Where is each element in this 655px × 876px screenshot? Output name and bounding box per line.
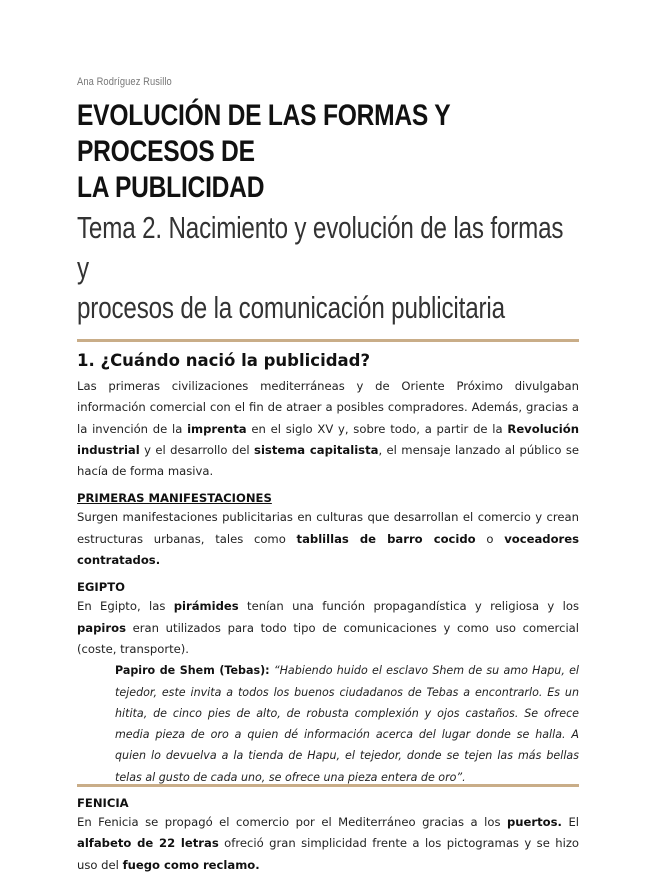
bottom-divider — [77, 784, 579, 787]
manifestaciones-paragraph: Surgen manifestaciones publicitarias en culturas que desarrollan el comercio y crean estructuras urbanas, tales como tablillas de barro cocido o voceadores contratados. — [77, 510, 580, 568]
papiro-quote — [115, 660, 579, 788]
document-title — [77, 98, 579, 206]
egipto-paragraph: En Egipto, las pirámides tenían una función propagandística y religiosa y los papiros eran utilizados para todo tipo de comunicaciones y como uso comercial (coste, transporte). — [77, 599, 580, 656]
subtitle-line-2: procesos de la comunicación publicitaria — [77, 290, 505, 325]
fenicia-paragraph: En Fenicia se propagó el comercio por el Mediterráneo gracias a los puertos. El alfabeto de 22 letras ofreció gran simplicidad frente a los pictogramas y se hizo uso del fuego como reclamo. — [77, 815, 579, 872]
egipto-heading: EGIPTO — [77, 580, 126, 595]
document-page — [77, 76, 579, 876]
title-line-2: LA PUBLICIDAD — [77, 171, 265, 204]
fenicia-heading: FENICIA — [77, 796, 129, 811]
manifestaciones-heading: PRIMERAS MANIFESTACIONES — [77, 491, 272, 506]
author-name: Ana Rodríguez Rusillo — [77, 76, 172, 88]
quote-label: Papiro de Shem (Tebas): — [115, 664, 270, 678]
document-subtitle — [77, 208, 579, 328]
subtitle-line-1: Tema 2. Nacimiento y evolución de las formas y — [77, 210, 564, 285]
quote-text: “Habiendo huido el esclavo Shem de su amo Hapu, el tejedor, este invita a todos los buenos ciudadanos de Tebas a encontrarlo. Es un hitita, de cinco pies de alto, de robusta complexión y ojos castaños. Se ofrece media pieza de oro a quien dé información acerca del lugar donde se halla. A quien lo devuelva a la tienda de Hapu, el tejedor, donde se tejen las más bellas telas al gusto de cada uno, se ofrece una pieza entera de oro”. — [115, 664, 580, 784]
title-line-1: EVOLUCIÓN DE LAS FORMAS Y PROCESOS DE — [77, 99, 450, 168]
intro-paragraph: Las primeras civilizaciones mediterráneas y de Oriente Próximo divulgaban información comercial con el fin de atraer a posibles compradores. Además, gracias a la invención de la imprenta en el siglo XV y, sobre todo, a partir de la Revolución industrial y el desarrollo del sistema capitalista, el mensaje lanzado al público se hacía de forma masiva. — [77, 379, 580, 479]
section-heading: 1. ¿Cuándo nació la publicidad? — [77, 351, 371, 370]
